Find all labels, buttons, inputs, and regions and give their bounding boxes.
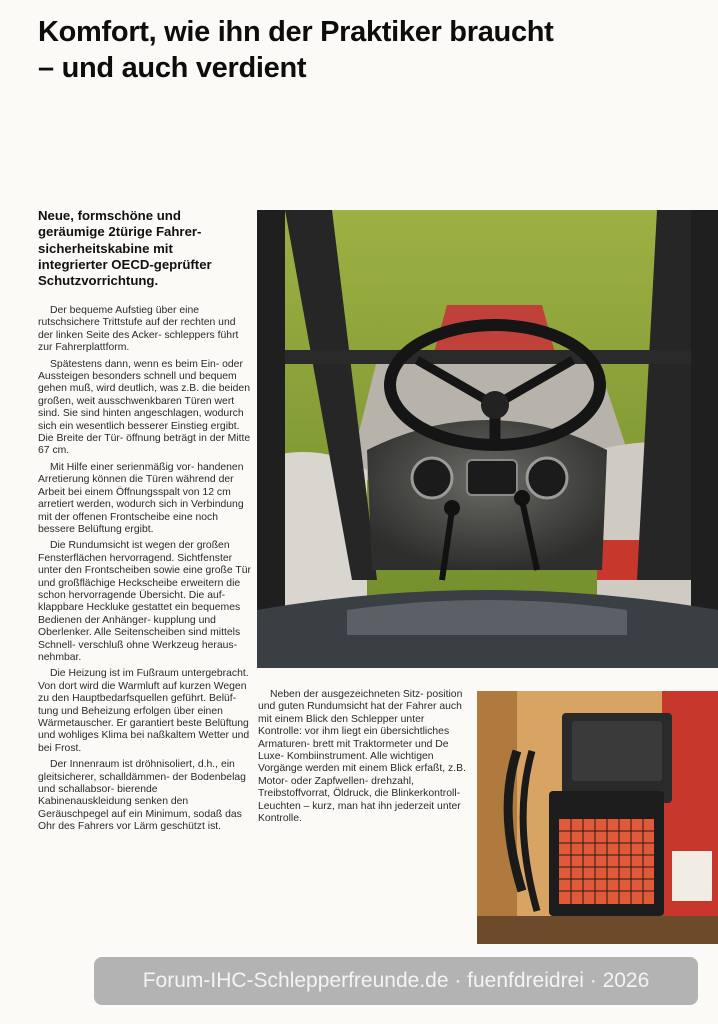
lead-line: sicherheitskabine mit xyxy=(38,240,173,256)
heater-unit-photo xyxy=(477,691,718,944)
headline-line-2: – und auch verdient xyxy=(38,52,307,84)
body-paragraph: Die Rundumsicht ist wegen der großen Fensterflächen hervorragend. Sichtfenster unter den Frontscheiben sowie eine große Tür und großflächige Heckscheibe erweitern die schon hervorragende Übersicht. Die auf- klappbare Heckluke gestattet ein bequemes Bedienen der Anhänger- kupplung und Oberlenker. Alle Seitenscheiben sind mittels Schnell- verschluß ohne Werkzeug heraus- nehmbar. xyxy=(38,540,251,663)
heater-unit-illustration xyxy=(477,691,718,944)
lead-line: integrierter OECD-geprüfter xyxy=(38,256,212,272)
body-paragraph: Der bequeme Aufstieg über eine rutschsichere Trittstufe auf der rechten und der linken Seite des Acker- schleppers führt zur Fahrerplattform. xyxy=(38,305,239,354)
lead-line: geräumige 2türige Fahrer- xyxy=(38,224,202,240)
cab-interior-illustration xyxy=(257,210,718,668)
lead-paragraph xyxy=(38,208,243,289)
lead-line: Neue, formschöne und xyxy=(38,208,181,223)
body-paragraph: Mit Hilfe einer serienmäßig vor- handenen Arretierung können die Türen während der Arbeit bei einem Öffnungsspalt von 12 cm arretiert werden, wodurch sich in Verbindung mit der offenen Frontscheibe eine noch bessere Belüftung ergibt. xyxy=(38,461,244,535)
headline-line-1: Komfort, wie ihn der Praktiker braucht xyxy=(38,16,554,48)
body-paragraph: Der Innenraum ist dröhnisoliert, d.h., ein gleitsicherer, schalldämmen- der Bodenbelag und schallabsor- bierende Kabinenauskleidung senken den Geräuschpegel auf ein Minimum, sodaß das Ohr des Fahrers vor Lärm geschützt ist. xyxy=(38,759,246,833)
body-column-right xyxy=(258,689,468,825)
body-column-left xyxy=(38,305,251,838)
cab-interior-photo xyxy=(257,210,718,668)
lead-line: Schutzvorrichtung. xyxy=(38,273,159,289)
body-paragraph: Die Heizung ist im Fußraum untergebracht. Von dort wird die Warmluft auf kurzen Wegen zu den Hauptbedarfsquellen geführt. Belüf- tung und Beheizung erfolgen über einen Wärmetauscher. Er garantiert beste Belüftung und wohliges Klima bei naßkaltem Wetter und bei Frost. xyxy=(38,668,250,754)
body-paragraph: Spätestens dann, wenn es beim Ein- oder Aussteigen besonders schnell und bequem gehen muß, wird deutlich, was z.B. die beiden großen, weit ausschwenkbaren Türen wert sind. Sie sind hinten angeschlagen, wodurch sich ein wesentlich besserer Einstieg ergibt. Die Breite der Tür- öffnung beträgt in der Mitte 67 cm. xyxy=(38,358,251,457)
page-headline xyxy=(38,14,718,86)
forum-watermark: Forum-IHC-Schlepperfreunde.de · fuenfdreidrei · 2026 xyxy=(94,957,698,1005)
body-paragraph: Neben der ausgezeichneten Sitz- position und guten Rundumsicht hat der Fahrer auch mit einem Blick den Schlepper unter Kontrolle: vor ihm liegt ein übersichtliches Armaturen- brett mit Traktormeter und De Luxe- Kombiinstrument. Alle wichtigen Vorgänge werden mit einem Blick erfaßt, z.B. Motor- oder Zapfwellen- drehzahl, Treibstoffvorrat, Öldruck, die Blinkerkontroll-Leuchten – kurz, man hat ihn jederzeit unter Kontrolle. xyxy=(258,689,466,825)
